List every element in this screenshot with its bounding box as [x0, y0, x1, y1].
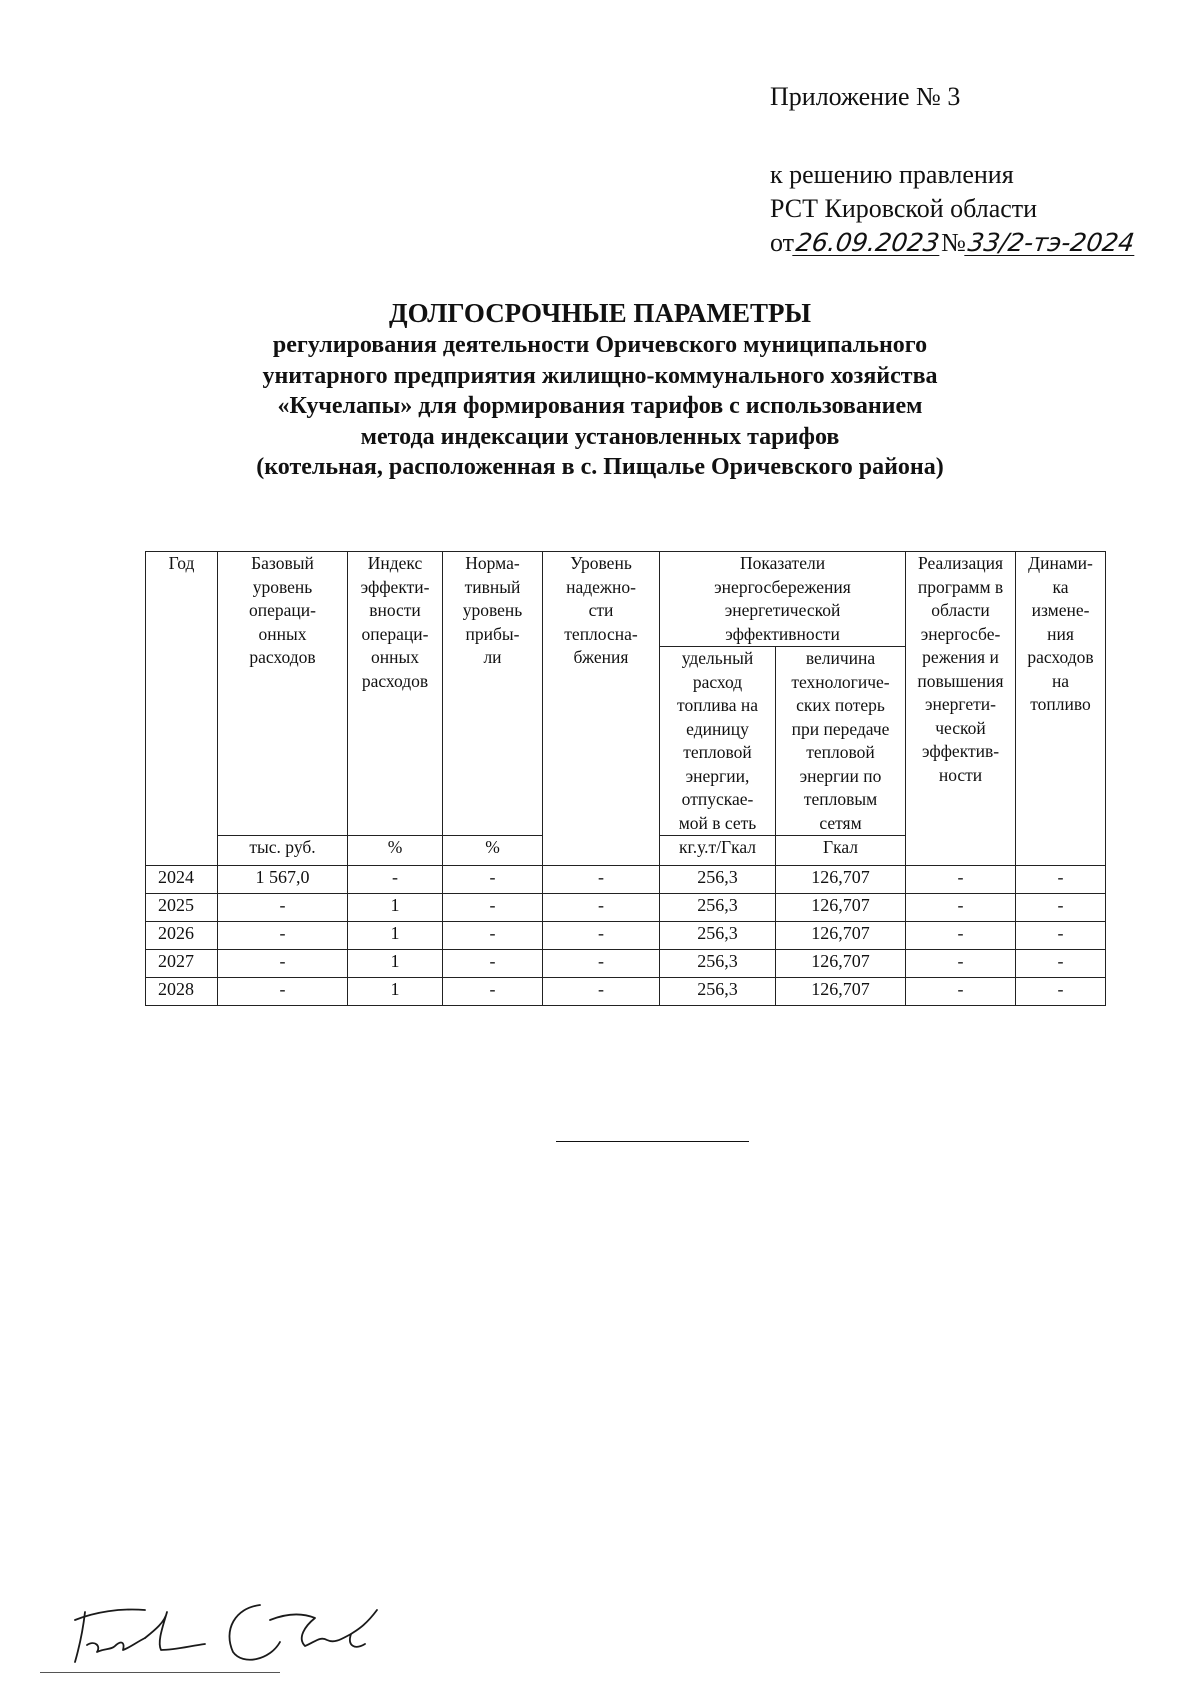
- cell-fuel: 256,3: [660, 894, 776, 922]
- table-row: [146, 866, 1106, 894]
- cell-fuel: 256,3: [660, 922, 776, 950]
- cell-index: 1: [348, 894, 443, 922]
- handwritten-date: 26.09.2023: [794, 228, 942, 257]
- cell-dynamics: -: [1016, 922, 1106, 950]
- authority-name: РСТ Кировской области: [770, 194, 1038, 223]
- cell-reliability: -: [543, 894, 660, 922]
- header-efficiency-index: Индекс эффекти- вности операци- онных расходов: [348, 552, 443, 836]
- unit-tech-losses: Гкал: [776, 836, 906, 866]
- handwritten-signature: [65, 1590, 395, 1670]
- handwritten-number: 33/2-тэ-2024: [966, 228, 1137, 257]
- cell-index: 1: [348, 950, 443, 978]
- cell-profit: -: [443, 950, 543, 978]
- cell-index: 1: [348, 978, 443, 1006]
- cell-losses: 126,707: [776, 866, 906, 894]
- cell-base: -: [218, 950, 348, 978]
- number-prefix: №: [941, 228, 966, 257]
- title-main: ДОЛГОСРОЧНЫЕ ПАРАМЕТРЫ: [389, 298, 811, 328]
- header-reliability: Уровень надежно- сти теплосна- бжения: [543, 552, 660, 866]
- title-line-5: (котельная, расположенная в с. Пищалье Оричевского района): [256, 454, 944, 480]
- cell-profit: -: [443, 922, 543, 950]
- table-row: [146, 978, 1106, 1006]
- cell-fuel: 256,3: [660, 978, 776, 1006]
- title-line-1: регулирования деятельности Оричевского муниципального: [272, 332, 928, 358]
- cell-losses: 126,707: [776, 922, 906, 950]
- parameters-table: [145, 551, 1106, 1006]
- cell-reliability: -: [543, 866, 660, 894]
- cell-programs: -: [906, 894, 1016, 922]
- header-base-level: Базовый уровень операци- онных расходов: [218, 552, 348, 836]
- cell-year: 2027: [146, 950, 218, 978]
- cell-year: 2025: [146, 894, 218, 922]
- cell-year: 2028: [146, 978, 218, 1006]
- cell-losses: 126,707: [776, 978, 906, 1006]
- unit-base-level: тыс. руб.: [218, 836, 348, 866]
- title-line-4: метода индексации установленных тарифов: [360, 423, 840, 450]
- cell-profit: -: [443, 978, 543, 1006]
- table-row: [146, 950, 1106, 978]
- cell-profit: -: [443, 866, 543, 894]
- header-normative-profit: Норма- тивный уровень прибы- ли: [443, 552, 543, 836]
- cell-reliability: -: [543, 978, 660, 1006]
- cell-index: -: [348, 866, 443, 894]
- cell-dynamics: -: [1016, 866, 1106, 894]
- cell-index: 1: [348, 922, 443, 950]
- header-programs: Реализация программ в области энергосбе- режения и повышения энергети- ческой эффектив- ности: [906, 552, 1016, 866]
- unit-efficiency-index: %: [348, 836, 443, 866]
- cell-year: 2024: [146, 866, 218, 894]
- cell-base: -: [218, 922, 348, 950]
- cell-fuel: 256,3: [660, 950, 776, 978]
- decision-date-line: [770, 226, 1136, 260]
- signature-underline: [40, 1672, 280, 1673]
- header-specific-fuel: удельный расход топлива на единицу тепловой энергии, отпускае- мой в сеть: [660, 647, 776, 836]
- title-line-2: унитарного предприятия жилищно-коммунального хозяйства: [262, 362, 938, 389]
- unit-specific-fuel: кг.у.т/Гкал: [660, 836, 776, 866]
- separator-line: [556, 1141, 749, 1142]
- cell-dynamics: -: [1016, 950, 1106, 978]
- header-row-1: [146, 552, 1106, 647]
- header-energy-saving: Показатели энергосбережения энергетической эффективности: [660, 552, 906, 647]
- title-line-3: «Кучелапы» для формирования тарифов с использованием: [277, 393, 923, 419]
- cell-programs: -: [906, 922, 1016, 950]
- header-tech-losses: величина технологиче- ских потерь при передаче тепловой энергии по тепловым сетям: [776, 647, 906, 836]
- table-row: [146, 894, 1106, 922]
- header-year: Год: [146, 552, 218, 866]
- date-prefix: от: [770, 228, 795, 257]
- cell-profit: -: [443, 894, 543, 922]
- cell-base: 1 567,0: [218, 866, 348, 894]
- cell-base: -: [218, 978, 348, 1006]
- cell-year: 2026: [146, 922, 218, 950]
- table-row: [146, 922, 1106, 950]
- cell-losses: 126,707: [776, 950, 906, 978]
- document-title: [120, 296, 1080, 483]
- cell-reliability: -: [543, 950, 660, 978]
- cell-programs: -: [906, 978, 1016, 1006]
- appendix-block: [770, 80, 1136, 260]
- decision-reference: к решению правления: [770, 160, 1014, 189]
- cell-programs: -: [906, 950, 1016, 978]
- cell-programs: -: [906, 866, 1016, 894]
- cell-reliability: -: [543, 922, 660, 950]
- appendix-number: Приложение № 3: [770, 82, 961, 111]
- cell-fuel: 256,3: [660, 866, 776, 894]
- cell-dynamics: -: [1016, 894, 1106, 922]
- cell-dynamics: -: [1016, 978, 1106, 1006]
- cell-losses: 126,707: [776, 894, 906, 922]
- cell-base: -: [218, 894, 348, 922]
- header-fuel-dynamics: Динами- ка измене- ния расходов на топливо: [1016, 552, 1106, 866]
- unit-normative-profit: %: [443, 836, 543, 866]
